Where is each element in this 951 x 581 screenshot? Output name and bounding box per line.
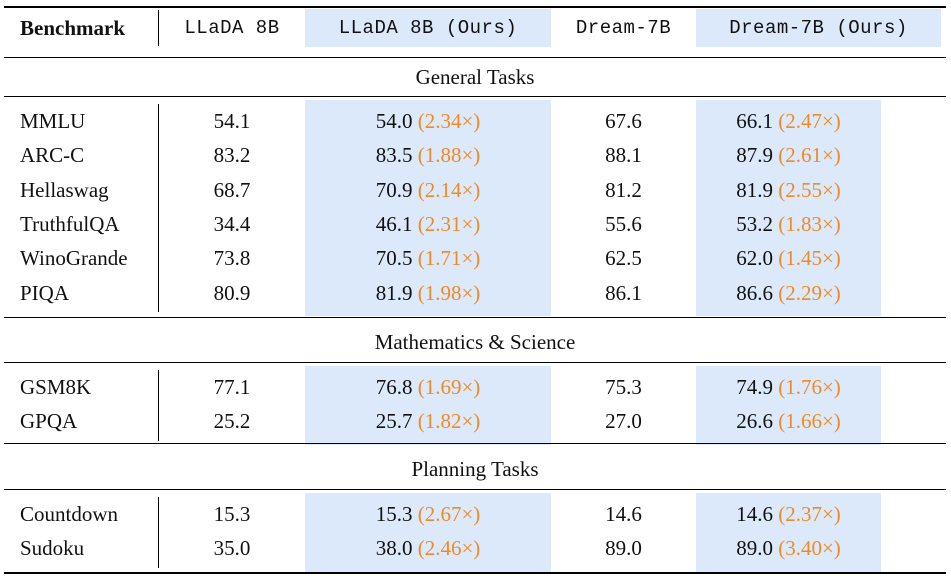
dream-ours-speedup: (1.45×): [772, 246, 841, 270]
bottom-rule: [4, 572, 946, 574]
section-end-rule: [4, 443, 946, 444]
dream-ours-score: [696, 370, 881, 404]
llada-ours-score: [305, 138, 551, 172]
dream-ours-speedup: (2.47×): [772, 109, 841, 133]
section-title: Mathematics & Science: [374, 330, 576, 354]
dream-ours-value: 74.9: [736, 375, 773, 399]
dream-ours-speedup: (1.66×): [772, 409, 841, 433]
llada-ours-speedup: (2.67×): [412, 502, 481, 526]
benchmark-name: Sudoku: [20, 536, 85, 560]
dream-score: 75.3: [605, 375, 642, 399]
llada-ours-score: [305, 404, 551, 438]
dream-score: 27.0: [605, 409, 642, 433]
dream-ours-value: 66.1: [736, 109, 773, 133]
llada-ours-value: 38.0: [375, 536, 413, 560]
llada-ours-value: 70.5: [375, 246, 413, 270]
dream-score: 62.5: [605, 246, 642, 270]
dream-ours-value: 14.6: [736, 502, 773, 526]
section-rule: [4, 96, 946, 97]
header-rule: [4, 57, 946, 58]
dream-score: 86.1: [605, 281, 642, 305]
benchmark-name: TruthfulQA: [20, 212, 120, 236]
dream-ours-score: [696, 241, 881, 275]
benchmark-name: PIQA: [20, 281, 70, 305]
dream-ours-score: [696, 138, 881, 172]
llada-score: 34.4: [213, 212, 251, 236]
dream-ours-value: 81.9: [736, 178, 773, 202]
header-dream: Dream-7B: [575, 17, 672, 39]
llada-ours-speedup: (1.69×): [412, 375, 481, 399]
llada-score: 77.1: [213, 375, 251, 399]
dream-ours-score: [696, 173, 881, 207]
section-rule: [4, 362, 946, 363]
llada-ours-value: 70.9: [375, 178, 413, 202]
llada-score: 68.7: [213, 178, 251, 202]
dream-ours-speedup: (1.76×): [772, 375, 841, 399]
llada-score: 35.0: [213, 536, 251, 560]
llada-ours-score: [305, 531, 551, 565]
llada-ours-score: [305, 207, 551, 241]
benchmark-name: MMLU: [20, 109, 86, 133]
header-llada-ours: LLaDA 8B (Ours): [338, 17, 518, 39]
section-end-rule: [4, 317, 946, 318]
llada-score: 83.2: [213, 143, 251, 167]
llada-ours-value: 83.5: [375, 143, 413, 167]
llada-ours-score: [305, 497, 551, 531]
llada-ours-score: [305, 370, 551, 404]
llada-score: 73.8: [213, 246, 251, 270]
section-rule: [4, 489, 946, 490]
llada-ours-value: 25.7: [375, 409, 413, 433]
dream-ours-speedup: (2.29×): [772, 281, 841, 305]
llada-ours-speedup: (2.14×): [412, 178, 481, 202]
dream-ours-speedup: (2.37×): [772, 502, 841, 526]
header-dream-ours: Dream-7B (Ours): [729, 17, 908, 39]
dream-ours-score: [696, 276, 881, 310]
dream-score: 89.0: [605, 536, 642, 560]
dream-ours-speedup: (3.40×): [772, 536, 841, 560]
llada-ours-speedup: (2.46×): [412, 536, 481, 560]
dream-score: 88.1: [605, 143, 642, 167]
dream-ours-score: [696, 531, 881, 565]
dream-score: 55.6: [605, 212, 642, 236]
benchmark-name: GPQA: [20, 409, 78, 433]
dream-ours-value: 26.6: [736, 409, 773, 433]
llada-ours-value: 81.9: [375, 281, 413, 305]
dream-ours-speedup: (2.55×): [772, 178, 841, 202]
dream-score: 67.6: [605, 109, 642, 133]
header-benchmark: Benchmark: [20, 16, 125, 40]
dream-ours-value: 86.6: [736, 281, 773, 305]
dream-ours-score: [696, 207, 881, 241]
dream-score: 14.6: [605, 502, 642, 526]
dream-ours-value: 87.9: [736, 143, 773, 167]
llada-ours-speedup: (1.88×): [412, 143, 481, 167]
benchmark-name: ARC-C: [20, 143, 85, 167]
llada-ours-value: 76.8: [375, 375, 413, 399]
llada-score: 25.2: [213, 409, 251, 433]
dream-ours-score: [696, 404, 881, 438]
benchmark-name: Hellaswag: [20, 178, 109, 202]
llada-ours-value: 15.3: [375, 502, 413, 526]
dream-ours-value: 53.2: [736, 212, 773, 236]
dream-ours-score: [696, 497, 881, 531]
header-llada: LLaDA 8B: [184, 17, 280, 39]
top-rule: [4, 6, 946, 8]
llada-ours-value: 54.0: [375, 109, 413, 133]
llada-ours-speedup: (1.98×): [412, 281, 481, 305]
llada-ours-speedup: (2.31×): [412, 212, 481, 236]
llada-ours-score: [305, 104, 551, 138]
llada-ours-score: [305, 276, 551, 310]
llada-score: 80.9: [213, 281, 251, 305]
benchmark-name: Countdown: [20, 502, 119, 526]
dream-ours-speedup: (2.61×): [772, 143, 841, 167]
llada-ours-speedup: (2.34×): [412, 109, 481, 133]
llada-ours-score: [305, 173, 551, 207]
section-title: General Tasks: [415, 65, 535, 89]
section-title: Planning Tasks: [411, 457, 539, 481]
dream-ours-score: [696, 104, 881, 138]
llada-ours-speedup: (1.71×): [412, 246, 481, 270]
llada-ours-speedup: (1.82×): [412, 409, 481, 433]
llada-ours-value: 46.1: [375, 212, 413, 236]
llada-score: 54.1: [213, 109, 251, 133]
benchmark-name: WinoGrande: [20, 246, 128, 270]
dream-ours-speedup: (1.83×): [772, 212, 841, 236]
llada-score: 15.3: [213, 502, 251, 526]
dream-ours-value: 62.0: [736, 246, 773, 270]
dream-score: 81.2: [605, 178, 642, 202]
llada-ours-score: [305, 241, 551, 275]
benchmark-name: GSM8K: [20, 375, 92, 399]
dream-ours-value: 89.0: [736, 536, 773, 560]
